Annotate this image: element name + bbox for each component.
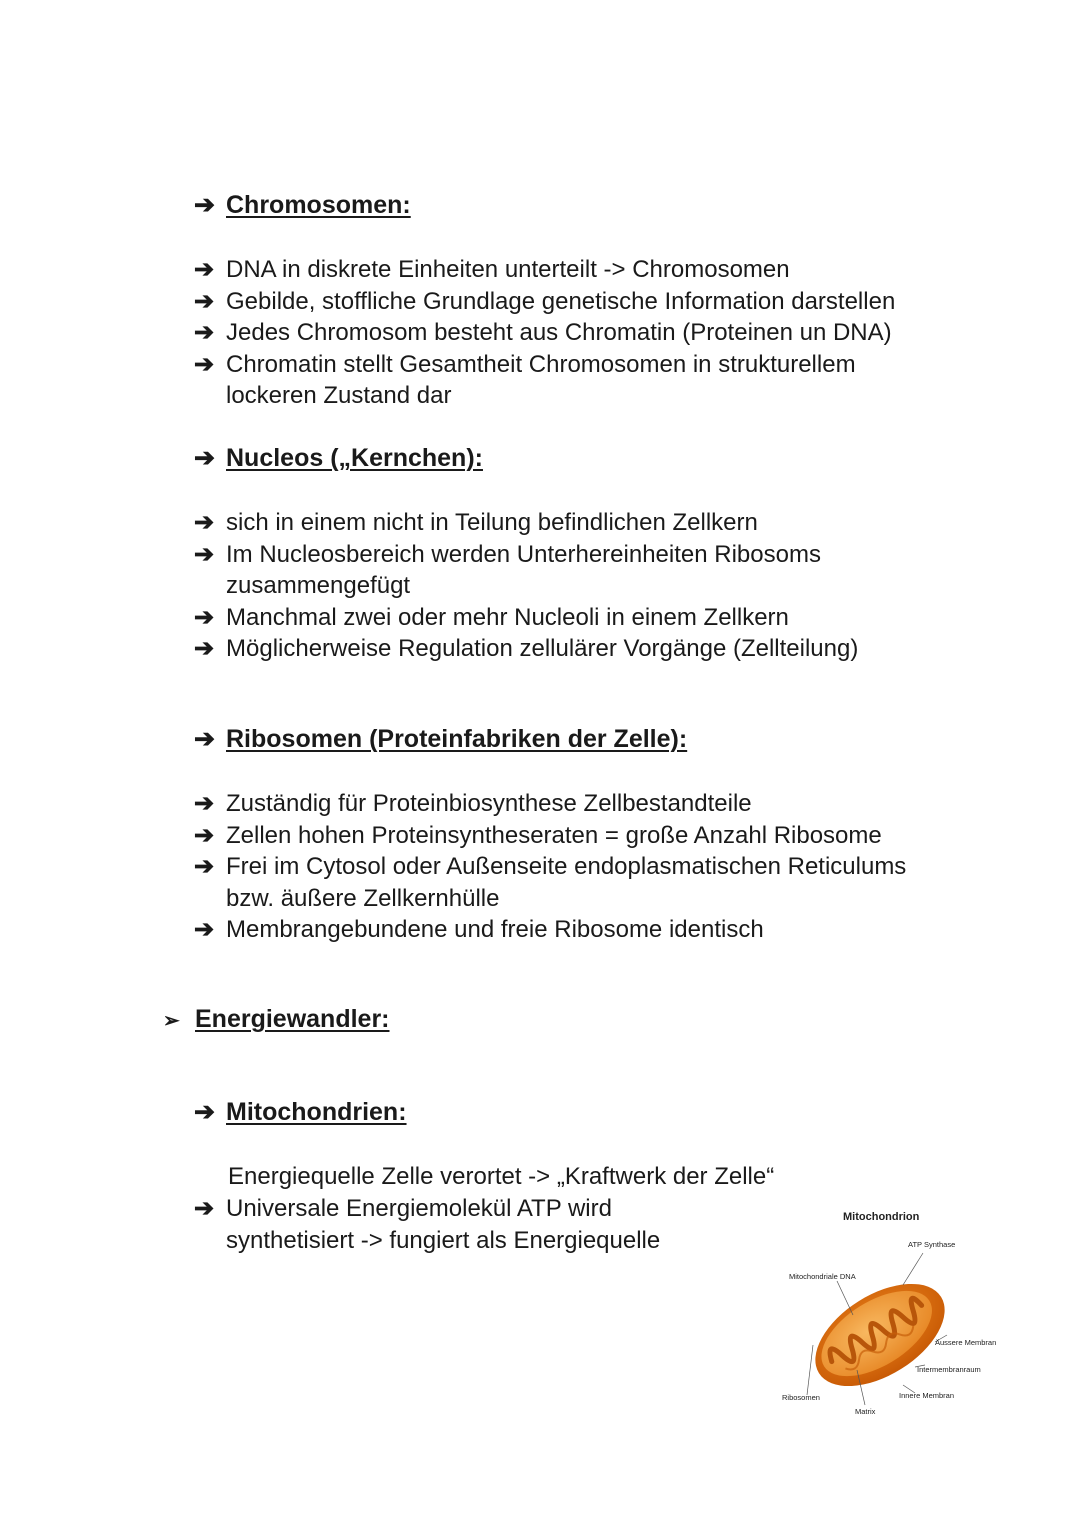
list-nucleos <box>194 507 858 665</box>
heading-text: Ribosomen (Proteinfabriken der Zelle): <box>226 725 688 753</box>
arrow-icon: ➔ <box>194 509 215 536</box>
item-text: Möglicherweise Regulation zellulärer Vorgänge (Zellteilung) <box>226 635 859 662</box>
arrow-icon: ➔ <box>194 821 215 849</box>
list-ribosomen <box>194 788 906 946</box>
list-item <box>194 820 906 852</box>
list-item <box>194 507 858 539</box>
item-text: Im Nucleosbereich werden Unterhereinheiten Ribosoms <box>226 540 821 568</box>
arrow-icon: ➔ <box>194 319 215 346</box>
arrow-icon: ➔ <box>194 444 215 472</box>
list-item <box>194 254 895 286</box>
list-item <box>194 602 858 634</box>
item-text: DNA in diskrete Einheiten unterteilt -> Chromosomen <box>226 256 790 283</box>
heading-text: Energiewandler: <box>195 1005 390 1033</box>
label-aussere-membran: Äussere Membran <box>935 1338 997 1347</box>
list-item <box>194 788 906 820</box>
mitochondrion-illustration <box>775 1205 1015 1420</box>
arrow-icon: ➔ <box>194 1195 215 1222</box>
label-intermembranraum: Intermembranraum <box>917 1365 981 1374</box>
list-item <box>194 851 906 914</box>
item-text: Manchmal zwei oder mehr Nucleoli in einem Zellkern <box>226 603 789 631</box>
heading-text: Nucleos („Kernchen): <box>226 444 483 472</box>
list-item <box>194 633 858 665</box>
arrow-icon: ➔ <box>194 256 215 283</box>
label-atp-synthase: ATP Synthase <box>908 1240 956 1249</box>
arrow-icon: ➔ <box>194 350 215 378</box>
item-text: Zellen hohen Proteinsyntheseraten = große Anzahl Ribosome <box>226 821 882 849</box>
list-item <box>194 539 858 602</box>
item-text-continued: synthetisiert -> fungiert als Energiequelle <box>226 1226 661 1254</box>
heading-energiewandler <box>163 1004 390 1036</box>
heading-chromosomen <box>194 190 411 220</box>
arrow-icon: ➔ <box>194 540 215 568</box>
item-text-continued: zusammengefügt <box>226 572 411 599</box>
arrow-icon: ➔ <box>194 725 215 753</box>
arrow-icon: ➔ <box>194 191 215 219</box>
item-text: Zuständig für Proteinbiosynthese Zellbestandteile <box>226 790 752 817</box>
mitochondrion-body <box>798 1263 963 1407</box>
heading-mitochondrien <box>194 1097 407 1127</box>
heading-text: Chromosomen: <box>226 191 411 219</box>
list-item <box>194 914 906 946</box>
item-text: Jedes Chromosom besteht aus Chromatin (Proteinen un DNA) <box>226 319 892 346</box>
item-text-continued: lockeren Zustand dar <box>226 382 452 409</box>
arrow-icon: ➔ <box>194 287 215 315</box>
list-item <box>194 317 895 349</box>
mitochondrion-diagram <box>775 1205 1015 1420</box>
item-text: Universale Energiemolekül ATP wird <box>226 1195 612 1222</box>
label-matrix: Matrix <box>855 1407 876 1416</box>
item-text: Gebilde, stoffliche Grundlage genetische Information darstellen <box>226 287 896 315</box>
triangle-arrow-icon: ➢ <box>163 1010 180 1032</box>
list-chromosomen <box>194 254 895 412</box>
arrow-icon: ➔ <box>194 603 215 631</box>
arrow-icon: ➔ <box>194 790 215 817</box>
item-text: Membrangebundene und freie Ribosome identisch <box>226 916 764 943</box>
list-mitochondrien <box>194 1193 660 1256</box>
arrow-icon: ➔ <box>194 1098 215 1126</box>
label-innere-membran: Innere Membran <box>899 1391 955 1400</box>
diagram-title: Mitochondrion <box>843 1211 920 1223</box>
list-item <box>194 349 895 412</box>
mitochondrien-intro: Energiequelle Zelle verortet -> „Kraftwerk der Zelle“ <box>228 1163 775 1190</box>
label-mitochondriale-dna: Mitochondriale DNA <box>789 1272 856 1281</box>
arrow-icon: ➔ <box>194 853 215 880</box>
arrow-icon: ➔ <box>194 635 215 662</box>
heading-text: Mitochondrien: <box>226 1098 407 1126</box>
label-ribosomen: Ribosomen <box>782 1393 820 1402</box>
list-item <box>194 1193 660 1256</box>
item-text: Frei im Cytosol oder Außenseite endoplasmatischen Reticulums <box>226 853 907 880</box>
item-text: Chromatin stellt Gesamtheit Chromosomen in strukturellem <box>226 350 856 378</box>
arrow-icon: ➔ <box>194 916 215 943</box>
heading-nucleos <box>194 443 483 473</box>
item-text-continued: bzw. äußere Zellkernhülle <box>226 884 500 912</box>
item-text: sich in einem nicht in Teilung befindlichen Zellkern <box>226 509 758 536</box>
list-item <box>194 286 895 318</box>
heading-ribosomen <box>194 724 687 754</box>
